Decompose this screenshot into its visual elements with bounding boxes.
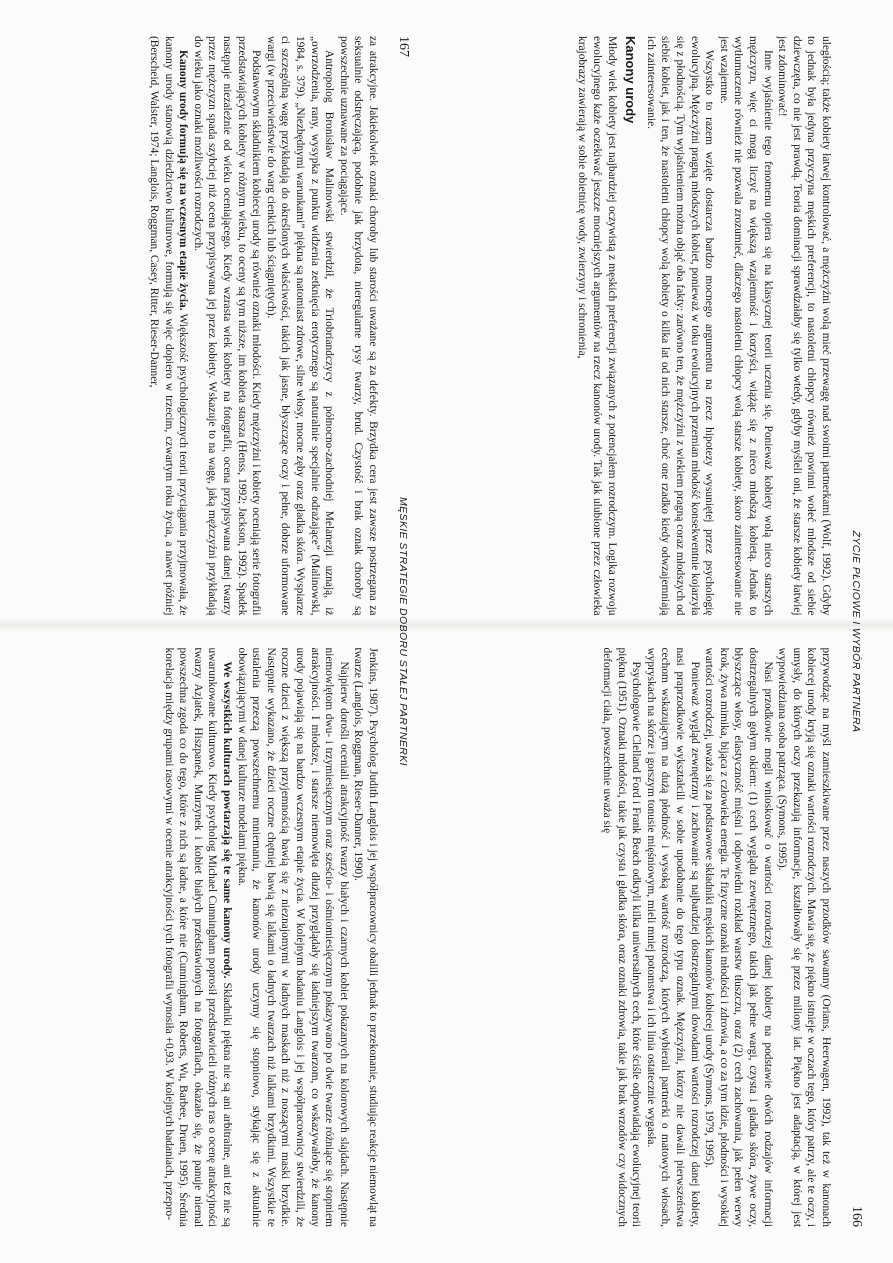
running-head [394, 36, 412, 1227]
paragraph: Podstawowym składnikiem kobiecej urody są również oznaki młodości. Kiedy mężczyźni i kobiety oceniają serie fotografii przedstawiających kobiety w różnym wieku, to oceny są tym niższe, im kobieta starsza (Henss, 1992; Jackson, 1992). Spadek następuje niezależnie od wieku oceniającego. Kiedy wzrasta wiek kobiety na fotografii, ocena przypisywana danej twarzy przez mężczyzn spada szybciej niż ocena przypisywana jej przez kobiety. Wskazuje to na wagę, jaką mężczyźni przykładają do wieku jako oznaki możliwości rozrodczych. [191, 36, 263, 616]
inline-heading: Kanony urody formują się na wczesnym etapie życia. [177, 50, 190, 311]
column-right [477, 648, 833, 1228]
paragraph: Antropolog Bronisław Malinowski stwierdził, że Triobriandczycy z północno-zachodniej Melanezji uznają, iż „owrzodzenia, rany, wysypka z punktu widzenia zetknięcia erotycznego są naturalnie specjalnie odrażające” (Malinowski, 1984, s. 379). „Niezbędnymi warunkami” piękna są natomiast zdrowe, silne włosy, mocne zęby oraz gładka skóra. Wyspiarze ci szczególną wagę przykładają do określonych właściwości, takich jak jasne, błyszczące oczy i pełne, dobrze uformowane wargi (w przeciwieństwie do warg cienkich lub ściągniętych). [264, 36, 336, 616]
paragraph: Wszystko to razem wzięte dostarcza bardzo mocnego argumentu na rzecz hipotezy wysuniętej przez psychologię ewolucyjną. Mężczyźni pragną młodszych kobiet, ponieważ w toku ewolucyjnych przemian młodość konsekwentnie kojarzyła się z płodnością. Tym wyjaśnieniem można objąć oba fakty: zarówno ten, że mężczyźni z wiekiem pragną coraz młodszych od siebie kobiet, jak i ten, że nastoletni chłopcy wolą kobiety o kilka lat od nich starsze, choć one rzadko kiedy odwzajemniają ich zainteresowanie. [644, 36, 716, 616]
running-head-title: MĘSKIE STRATEGIE DOBORU STAŁEJ PARTNERKI [397, 496, 409, 767]
paragraph: Najpierw dorośli oceniali atrakcyjność twarzy białych i czarnych kobiet pokazanych na kolorowych slajdach. Następnie niemowlętom dwu- i trzymiesięcznym oraz sześcio- i ośmiomiesięcznym pokazywano po dwie twarze różniące się stopniem atrakcyjności. I młodsze, i starsze niemowlęta dłużej przyglądały się ładniejszym twarzom, co wskazywałoby, że kanony urody pojawiają się na bardzo wczesnym etapie życia. W kolejnym badaniu Langlois i jej współpracownicy stwierdzili, że roczne dzieci z większą przyjemnością bawią się z nieznajomymi w ładnych maskach niż z noszącymi maski brzydkie. Następnie wykazano, że dzieci roczne chętniej bawią się lalkami o ładnych twarzach niż lalkami brzydkimi. Wszystkie te ustalenia przeczą powszechnemu mniemaniu, że kanonów urody uczymy się stopniowo, stykając się z aktualnie obowiązującymi w danej kulturze modelami piękna. [235, 647, 350, 1227]
column-left [477, 36, 833, 616]
running-head-title: ŻYCIE PŁCIOWE I WYBÓR PARTNERA [850, 530, 862, 733]
paragraph [147, 36, 191, 616]
paragraph: uległością; także kobiety łatwej kontrolować, a mężczyźni wolą mieć przewagę nad swoimi partnerkami (Wolf, 1992). Gdyby to jednak była jedyna przyczyna męskich preferencji, to nastoletni chłopcy również powinni wołeć młodsze od siebie dziewczęta, co nie jest prawdą. Teoria dominacji sprawdzałaby się tylko wtedy, gdyby myśleli oni, że starsze kobiety łatwiej jest zdominować! [776, 36, 832, 616]
paragraph-text: Składniki piękna nie są ani arbitralne, ani też nie są uwarunkowane kulturowo. Kiedy psycholog Michael Cunningham poprosił przedstawicieli różnych ras o ocenę atrakcyjności twarzy Azjatek, Hiszpanek, Murzynek i kobiet białych przedstawionych na fotografiach, okazało się, że panuje niemal powszechna zgoda co do tego, które z nich są ładne, a które nie (Cunningham, Roberts, Wu, Barbee, Druen, 1995). Średnia korelacja między grupami rasowymi w ocenie atrakcyjności tych fotografii wynosiła +0,93. W kolejnych badaniach, przepro- [162, 647, 234, 1227]
paragraph: przywodząc na myśl zamieszkiwane przez naszych przodków sawanny (Orians, Heerwagen, 1992), tak też w kanonach kobiecej urody kryją się oznaki wartości rozrodczych. Mawia się, że piękno istnieje w oczach tego, który patrzy, ale te oczy, i umysły, do których oczy przekazują informacje, kształtowały się przez miliony lat. Piękno jest adaptacją, w której jest wypowiedziana osoba patrząca. (Symons, 1995). [776, 647, 832, 1227]
column-left [24, 36, 380, 616]
paragraph: Psychologowie Clelland Ford i Frank Beach odkryli kilka uniwersalnych cech, które ściśle odpowiadają ewolucyjnej teorii piękna (1951). Oznaki młodości, takie jak czysta i gładka skóra, oraz oznaki zdrowia, takie jak brak wrzodów czy widocznych deformacji ciała, powszechnie uważa się [601, 647, 643, 1227]
page-167 [0, 0, 440, 1263]
paragraph [161, 648, 234, 1228]
paragraph: Młody wiek kobiety jest najbardziej oczywistą z męskich preferencji związanych z potencjałem rozrodczym. Logika rozwoju ewolucyjnego każe oczekiwać jeszcze mocniejszych argumentów na rzecz kanonów urody. Tak jak ulubione przez człowieka krajobrazy zawierają w sobie obietnicę wody, zwierzyny i schronienia, [576, 36, 618, 616]
paragraph-text: Większość psychologicznych teorii przyciągania przyjmowała, że kanony urody stanowią dziedzictwo kulturowe, formują się więc dopiero w trzecim, czwartym roku życia, a nawet później (Berscheid, Walster, 1974; Langlois, Roggman, Casey, Ritter, Rieser-Danner, [148, 36, 190, 616]
paragraph: za atrakcyjne. Jakiekolwiek oznaki choroby lub starości uważane są za defekty. Brzydka cera jest zawsze postrzegana za seksualnie odstręczającą, podobnie jak brzydota, nieregularne rysy twarzy, brud. Czystość i brak oznak choroby są powszechnie uznawane za pociągające. [337, 36, 379, 616]
page-number: 166 [849, 1206, 864, 1227]
page-number: 167 [396, 36, 411, 57]
running-head [847, 36, 865, 1227]
section-heading: Kanony urody [623, 36, 639, 124]
text-columns [24, 36, 380, 1227]
inline-heading: We wszystkich kulturach powtarzają się te same kanony urody. [221, 661, 234, 979]
paragraph: Ponieważ wygląd zewnętrzny i zachowanie są najbardziej dostrzegalnymi dowodami wartości rozrodczej danej kobiety, nasi praprzodkowie wykształcili w sobie upodobanie do tego typu oznak. Mężczyźni, którzy nie dawali pierwszeństwa cechom wskazującym na dużą płodność i wysoką wartość rozrodczą, których wybierali partnerki o matowych włosach, wypryskach na skórze i gorszym tonusie mięśniowym, mieli mniej potomstwa i ich linia ostatecznie wygasła. [644, 647, 701, 1227]
paragraph: Nasi przodkowie mogli wnioskować o wartości rozrodczej danej kobiety na podstawie dwóch rodzajów informacji dostrzegalnych gołym okiem: (1) cech wyglądu zewnętrznego, takich jak pełne wargi, czysta i gładka skóra, żywe oczy, błyszczące włosy, elastyczność mięśni i odpowiedni rozkład warstw tłuszczu, oraz (2) cech zachowania, jak pełen werwy krok, żywa mimika, bijąca z człowieka energia. Te fizyczne oznaki młodości i zdrowia, a co za tym idzie, płodności i wysokiej wartości rozrodczej, uważa się za podstawowe składniki męskich kanonów kobiecej urody (Symons, 1979, 1995). [703, 647, 774, 1227]
column-right [24, 648, 380, 1228]
paragraph: Jenkins, 1987). Psycholog Judith Langlois i jej współpracownicy obalili jednak to przekonanie, studiując reakcje niemowląt na twarze (Langlois, Roggman, Rieser-Danner, 1990). [352, 647, 379, 1227]
page-166 [453, 0, 893, 1263]
paragraph: Inne wyjaśnienie tego fenomenu opiera się na klasycznej teorii uczenia się. Ponieważ kobiety wolą nieco starszych mężczyzn, więc ci mogą liczyć na większą wzajemność i korzyści, wiążąc się z nieco młodszą kobietą. Jednak to wytłumaczenie również nie pozwala zrozumieć, dlaczego nastoletni chłopcy wolą starsze kobiety, skoro zainteresowanie nie jest wzajemne. [717, 36, 774, 616]
text-columns [477, 36, 833, 1227]
